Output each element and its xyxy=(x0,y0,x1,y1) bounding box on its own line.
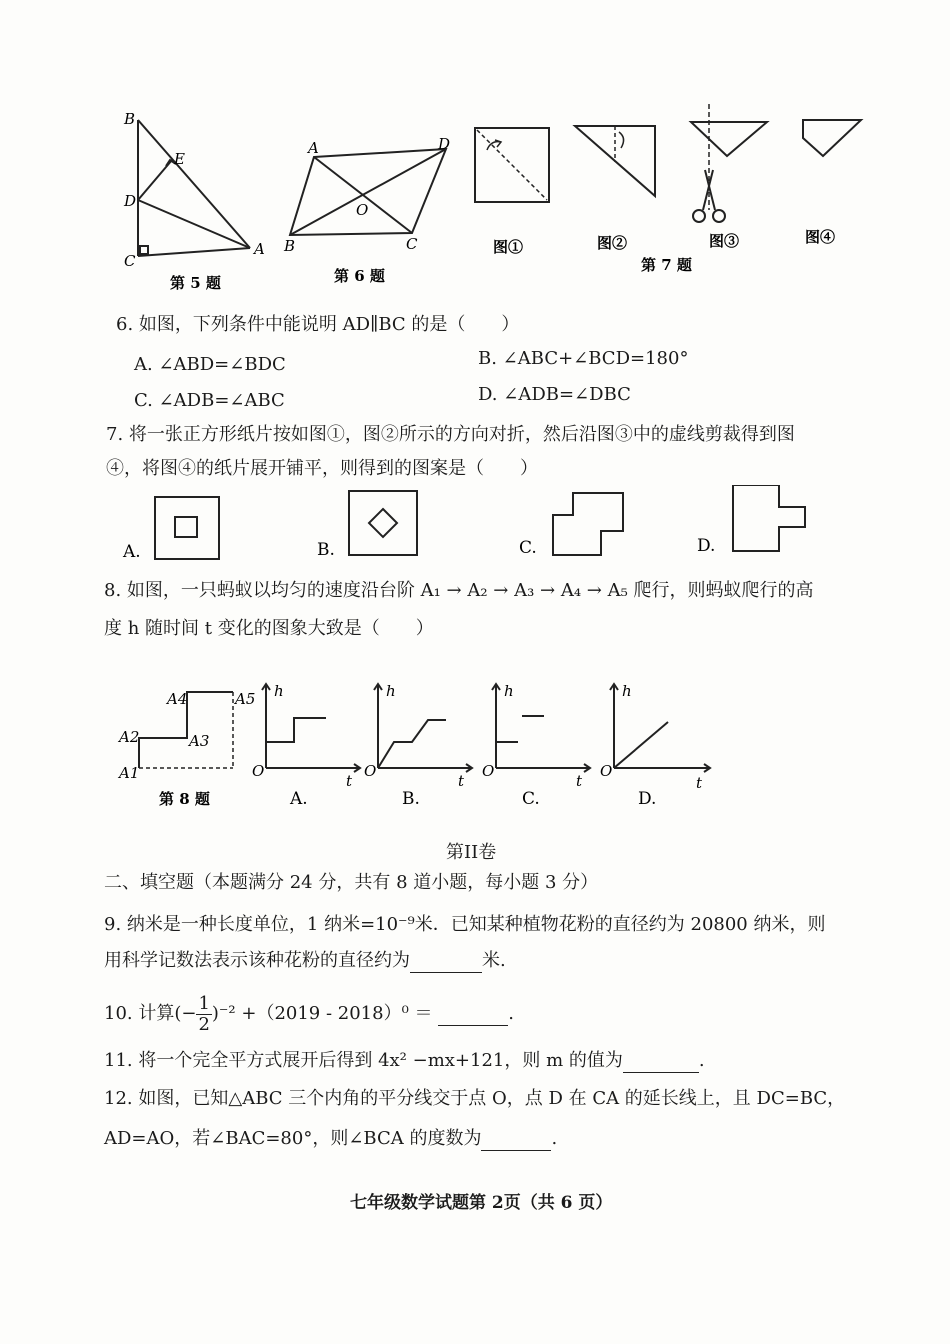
q7-options xyxy=(115,485,835,565)
figure-5 xyxy=(110,108,280,298)
graph-d-axis-h: h xyxy=(622,682,632,700)
q10-answer-blank[interactable] xyxy=(438,1003,508,1026)
graph-c-label: C. xyxy=(522,789,540,809)
q9-line-1: 9. 纳米是一种长度单位，1 纳米=10⁻⁹米．已知某种植物花粉的直径约为 20800 纳米，则 xyxy=(104,914,826,935)
graph-d-label: D. xyxy=(638,789,657,809)
fig6-caption: 第 6 题 xyxy=(334,267,385,285)
fig6-label-b: B xyxy=(284,237,296,255)
q8-graph-c xyxy=(480,678,600,813)
q11 xyxy=(104,1050,705,1073)
fig6-label-a: A xyxy=(308,139,319,157)
q9-answer-blank[interactable] xyxy=(410,950,482,973)
q10-fraction xyxy=(196,994,211,1035)
fig6-label-c: C xyxy=(406,235,418,253)
fig8-label-a1: A1 xyxy=(119,764,140,782)
q12-line-1: 12. 如图，已知△ABC 三个内角的平分线交于点 O，点 D 在 CA 的延长线上，且 DC=BC， xyxy=(104,1088,846,1109)
q8-graph-d xyxy=(598,678,723,813)
graph-a-axis-t: t xyxy=(346,772,353,790)
q8-line-1: 8. 如图，一只蚂蚁以均匀的速度沿台阶 A₁ → A₂ → A₃ → A₄ → A₅ 爬行，则蚂蚁爬行的高 xyxy=(104,580,814,601)
q10-pre: 10. 计算(− xyxy=(104,1003,197,1024)
q10-post: )⁻² +（2019 - 2018）⁰ ＝ xyxy=(211,1003,433,1024)
graph-c-axis-t: t xyxy=(576,772,583,790)
figure-6 xyxy=(280,135,460,290)
graph-c-origin: O xyxy=(482,762,495,780)
q6-option-a: A. ∠ABD=∠BDC xyxy=(134,354,286,375)
fig6-label-o: O xyxy=(356,201,369,219)
figure-7 xyxy=(465,100,875,280)
figure-8-staircase xyxy=(115,680,265,810)
graph-b-origin: O xyxy=(364,762,377,780)
q7-option-b: B. xyxy=(317,540,335,560)
fig7-sub-2: 图② xyxy=(597,234,628,252)
q9-line-2-text: 用科学记数法表示该种花粉的直径约为 xyxy=(104,950,410,971)
q12-answer-blank[interactable] xyxy=(481,1128,551,1151)
fig5-label-d: D xyxy=(124,192,137,210)
graph-a-origin: O xyxy=(252,762,265,780)
fig8-caption: 第 8 题 xyxy=(159,790,210,808)
q7-option-a: A. xyxy=(123,542,141,562)
q8-line-2: 度 h 随时间 t 变化的图象大致是（ ） xyxy=(104,618,434,639)
section-2-title: 第II卷 xyxy=(446,842,497,863)
q6-option-b: B. ∠ABC+∠BCD=180° xyxy=(478,348,689,369)
graph-c-axis-h: h xyxy=(504,682,514,700)
q6-option-c: C. ∠ADB=∠ABC xyxy=(134,390,285,411)
q12-line-2-text: AD=AO，若∠BAC=80°，则∠BCA 的度数为 xyxy=(104,1128,482,1149)
q10-end: . xyxy=(508,1003,514,1024)
page-footer: 七年级数学试题第 2页（共 6 页） xyxy=(350,1193,613,1213)
fig7-sub-4: 图④ xyxy=(805,228,836,246)
fig6-label-d: D xyxy=(438,135,451,153)
q11-answer-blank[interactable] xyxy=(623,1050,699,1073)
q8-graph-a xyxy=(250,678,370,813)
graph-a-axis-h: h xyxy=(274,682,284,700)
fig8-label-a4: A4 xyxy=(167,690,188,708)
q10-numerator: 1 xyxy=(198,992,210,1014)
q12-end: . xyxy=(551,1128,558,1149)
fig5-label-c: C xyxy=(124,252,136,270)
fig8-label-a2: A2 xyxy=(119,728,140,746)
graph-b-axis-t: t xyxy=(458,772,465,790)
section-2-heading: 二、填空题（本题满分 24 分，共有 8 道小题，每小题 3 分） xyxy=(104,872,599,893)
fig5-label-b: B xyxy=(124,110,136,128)
fig7-caption: 第 7 题 xyxy=(641,256,692,274)
q11-text: 11. 将一个完全平方式展开后得到 4x² −mx+121，则 m 的值为 xyxy=(104,1050,623,1071)
q7-option-c: C. xyxy=(519,538,537,558)
fig8-label-a3: A3 xyxy=(189,732,210,750)
q9-line-2-end: 米. xyxy=(482,950,506,971)
q6-option-d: D. ∠ADB=∠DBC xyxy=(478,384,631,405)
q10 xyxy=(104,986,514,1042)
fig5-label-a: A xyxy=(254,240,265,258)
q10-denominator: 2 xyxy=(198,1013,210,1035)
graph-d-axis-t: t xyxy=(696,774,703,792)
q9-line-2 xyxy=(104,950,506,973)
q7-line-2: ④，将图④的纸片展开铺平，则得到的图案是（ ） xyxy=(106,458,538,479)
q8-graph-b xyxy=(362,678,482,813)
graph-b-label: B. xyxy=(402,789,420,809)
graph-d-origin: O xyxy=(600,762,613,780)
q7-option-d: D. xyxy=(697,536,716,556)
q7-line-1: 7. 将一张正方形纸片按如图①，图②所示的方向对折，然后沿图③中的虚线剪裁得到图 xyxy=(106,424,795,445)
fig5-caption: 第 5 题 xyxy=(170,274,221,292)
fig7-sub-3: 图③ xyxy=(709,232,740,250)
fig8-label-a5: A5 xyxy=(235,690,256,708)
fig5-label-e: E xyxy=(174,150,185,168)
q12-line-2 xyxy=(104,1128,557,1151)
graph-b-axis-h: h xyxy=(386,682,396,700)
q6-stem: 6. 如图，下列条件中能说明 AD∥BC 的是（ ） xyxy=(116,314,520,335)
q11-end: . xyxy=(698,1050,705,1071)
graph-a-label: A. xyxy=(290,789,308,809)
fig7-sub-1: 图① xyxy=(493,238,524,256)
